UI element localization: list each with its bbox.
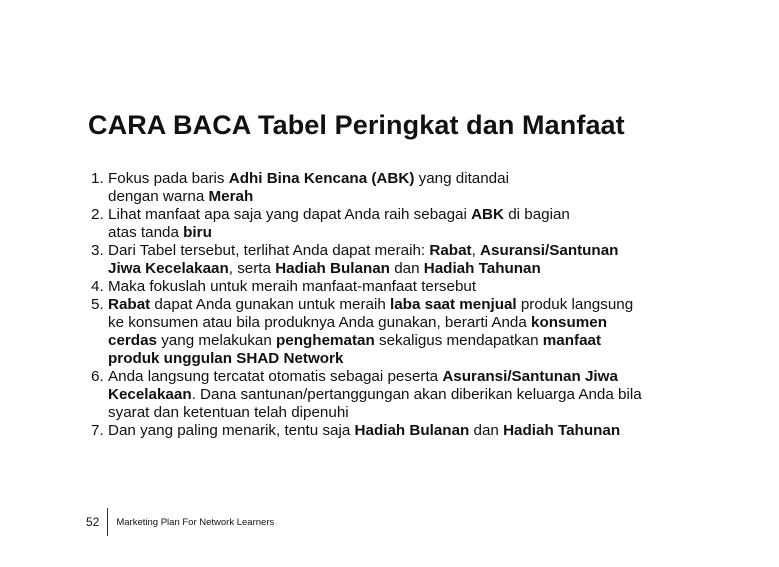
step-text [108, 422, 701, 440]
step-text-run: , [471, 242, 481, 259]
bold-text: Hadiah Tahunan [503, 422, 621, 439]
step-text-run: yang ditandai [414, 170, 509, 187]
step-text-run: atas tanda [108, 224, 184, 241]
bold-text: ABK [471, 206, 504, 223]
step-item [91, 170, 701, 206]
bold-text: biru [183, 224, 212, 241]
page-title: CARA BACA Tabel Peringkat dan Manfaat [88, 110, 625, 140]
step-text-run: dapat Anda gunakan untuk meraih [150, 296, 391, 313]
steps-list [91, 170, 701, 440]
bold-text: Merah [208, 188, 254, 205]
step-text [108, 296, 701, 368]
page-footer [86, 508, 274, 536]
step-text-run: , serta [228, 260, 276, 277]
bold-text: Hadiah Tahunan [423, 260, 541, 277]
step-text-run: Anda langsung tercatat otomatis sebagai peserta [108, 368, 443, 385]
step-text-run: dan [389, 260, 424, 277]
step-text-run: Maka fokuslah untuk meraih manfaat-manfaat tersebut [108, 278, 477, 295]
step-text-run: yang melakukan [156, 332, 277, 349]
step-item [91, 422, 701, 440]
step-text [108, 206, 701, 242]
step-text-run: Fokus pada baris [108, 170, 229, 187]
bold-text: Adhi Bina Kencana (ABK) [228, 170, 415, 187]
step-text-run: ke konsumen atau bila produknya Anda gunakan, berarti Anda [108, 314, 532, 331]
step-text-run: Dan yang paling menarik, tentu saja [108, 422, 355, 439]
bold-text: Jiwa Kecelakaan [108, 260, 229, 277]
bold-text: Rabat [429, 242, 472, 259]
step-item [91, 278, 701, 296]
bold-text: Rabat [108, 296, 151, 313]
step-text-run: Dari Tabel tersebut, terlihat Anda dapat meraih: [108, 242, 430, 259]
step-text-run: produk langsung [516, 296, 634, 313]
step-text [108, 170, 701, 206]
step-text-run: sekaligus mendapatkan [374, 332, 543, 349]
bold-text: penghematan [276, 332, 375, 349]
step-text [108, 242, 701, 278]
step-item [91, 242, 701, 278]
step-text-run: Lihat manfaat apa saja yang dapat Anda raih sebagai [108, 206, 472, 223]
step-number: 5. [91, 296, 104, 313]
bold-text: Asuransi/Santunan [480, 242, 619, 259]
bold-text: cerdas [108, 332, 157, 349]
bold-text: Asuransi/Santunan Jiwa [442, 368, 618, 385]
bold-text: Hadiah Bulanan [354, 422, 470, 439]
step-item [91, 296, 701, 368]
step-number: 4. [91, 278, 104, 295]
step-number: 3. [91, 242, 104, 259]
step-text-run: dengan warna [108, 188, 209, 205]
bold-text: Hadiah Bulanan [275, 260, 390, 277]
step-text-run: dan [469, 422, 504, 439]
bold-text: konsumen [531, 314, 607, 331]
step-text-run: di bagian [504, 206, 570, 223]
bold-text: Kecelakaan [108, 386, 192, 403]
step-text-run: syarat dan ketentuan telah dipenuhi [108, 404, 349, 421]
step-item [91, 368, 701, 422]
step-text-run: . Dana santunan/pertanggungan akan diberikan keluarga Anda bila [191, 386, 642, 403]
step-number: 6. [91, 368, 104, 385]
step-number: 7. [91, 422, 104, 439]
bold-text: produk unggulan SHAD Network [108, 350, 344, 367]
step-text [108, 278, 701, 296]
bold-text: laba saat menjual [390, 296, 517, 313]
bold-text: manfaat [542, 332, 602, 349]
page-number: 52 [86, 515, 100, 529]
step-number: 1. [91, 170, 104, 187]
step-text [108, 368, 701, 422]
step-number: 2. [91, 206, 104, 223]
footer-text: Marketing Plan For Network Learners [116, 516, 275, 528]
step-item [91, 206, 701, 242]
